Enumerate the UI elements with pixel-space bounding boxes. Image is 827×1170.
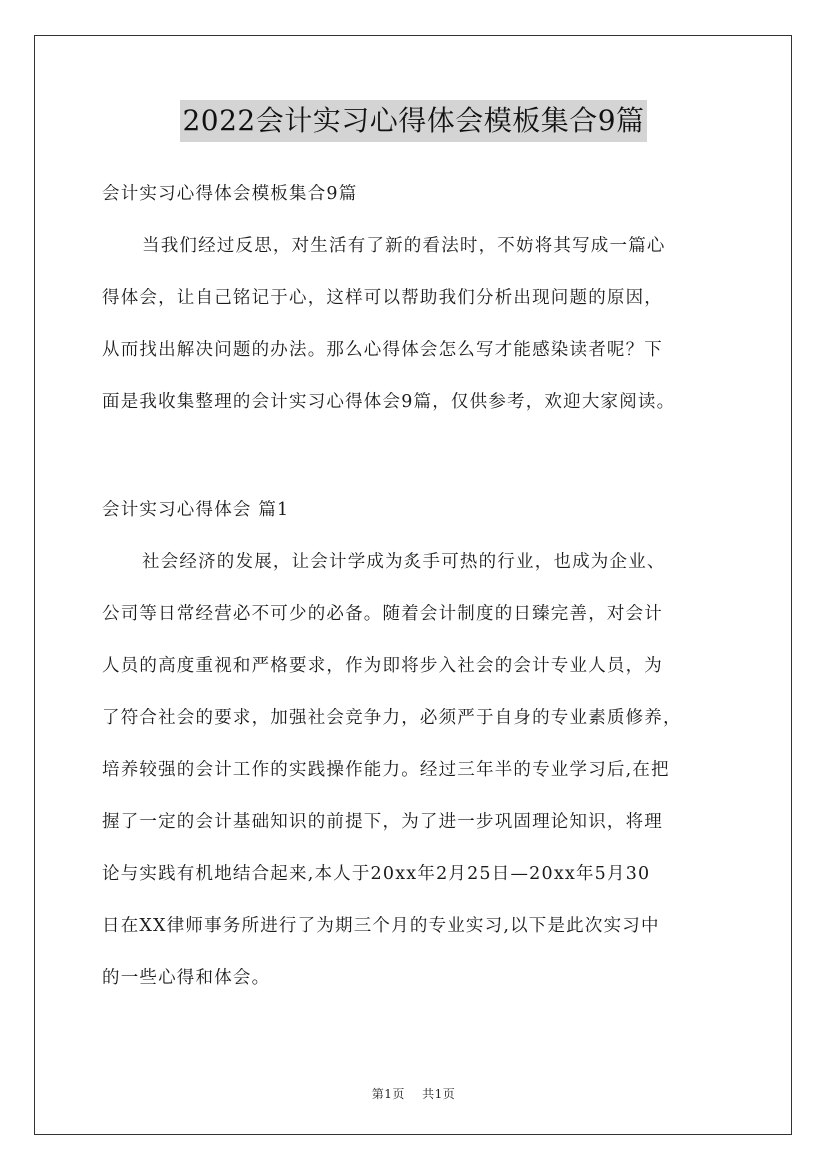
section-line: 社会经济的发展，让会计学成为炙手可热的行业，也成为企业、 bbox=[142, 552, 666, 572]
section-line: 公司等日常经营必不可少的必备。随着会计制度的日臻完善，对会计 bbox=[102, 604, 663, 624]
intro-line: 从而找出解决问题的办法。那么心得体会怎么写才能感染读者呢？下 bbox=[102, 340, 663, 360]
section-gap bbox=[102, 432, 742, 488]
section-line: 握了一定的会计基础知识的前提下，为了进一步巩固理论知识，将理 bbox=[102, 812, 663, 832]
section-line: 人员的高度重视和严格要求，作为即将步入社会的会计专业人员，为 bbox=[102, 656, 663, 676]
document-body bbox=[102, 172, 742, 1008]
intro-line: 当我们经过反思，对生活有了新的看法时，不妨将其写成一篇心 bbox=[142, 236, 666, 256]
section-line: 了符合社会的要求，加强社会竞争力，必须严于自身的专业素质修养， bbox=[102, 708, 682, 728]
document-title: 2022会计实习心得体会模板集合9篇 bbox=[180, 100, 646, 142]
section-line: 日在XX律师事务所进行了为期三个月的专业实习,以下是此次实习中 bbox=[102, 916, 660, 936]
section-heading: 会计实习心得体会 篇1 bbox=[102, 500, 290, 520]
page-number: 第1页 bbox=[371, 1087, 405, 1101]
footer-spacer bbox=[409, 1087, 418, 1101]
section-line: 的一些心得和体会。 bbox=[102, 968, 271, 988]
page-footer bbox=[0, 1085, 827, 1102]
intro-line: 得体会，让自己铭记于心，这样可以帮助我们分析出现问题的原因， bbox=[102, 288, 663, 308]
section-line: 论与实践有机地结合起来,本人于20xx年2月25日—20xx年5月30 bbox=[102, 864, 651, 884]
intro-line: 面是我收集整理的会计实习心得体会9篇，仅供参考，欢迎大家阅读。 bbox=[102, 392, 676, 412]
page-total: 共1页 bbox=[422, 1087, 456, 1101]
title-container bbox=[0, 100, 827, 142]
subtitle: 会计实习心得体会模板集合9篇 bbox=[102, 184, 358, 204]
section-line: 培养较强的会计工作的实践操作能力。经过三年半的专业学习后,在把 bbox=[102, 760, 670, 780]
